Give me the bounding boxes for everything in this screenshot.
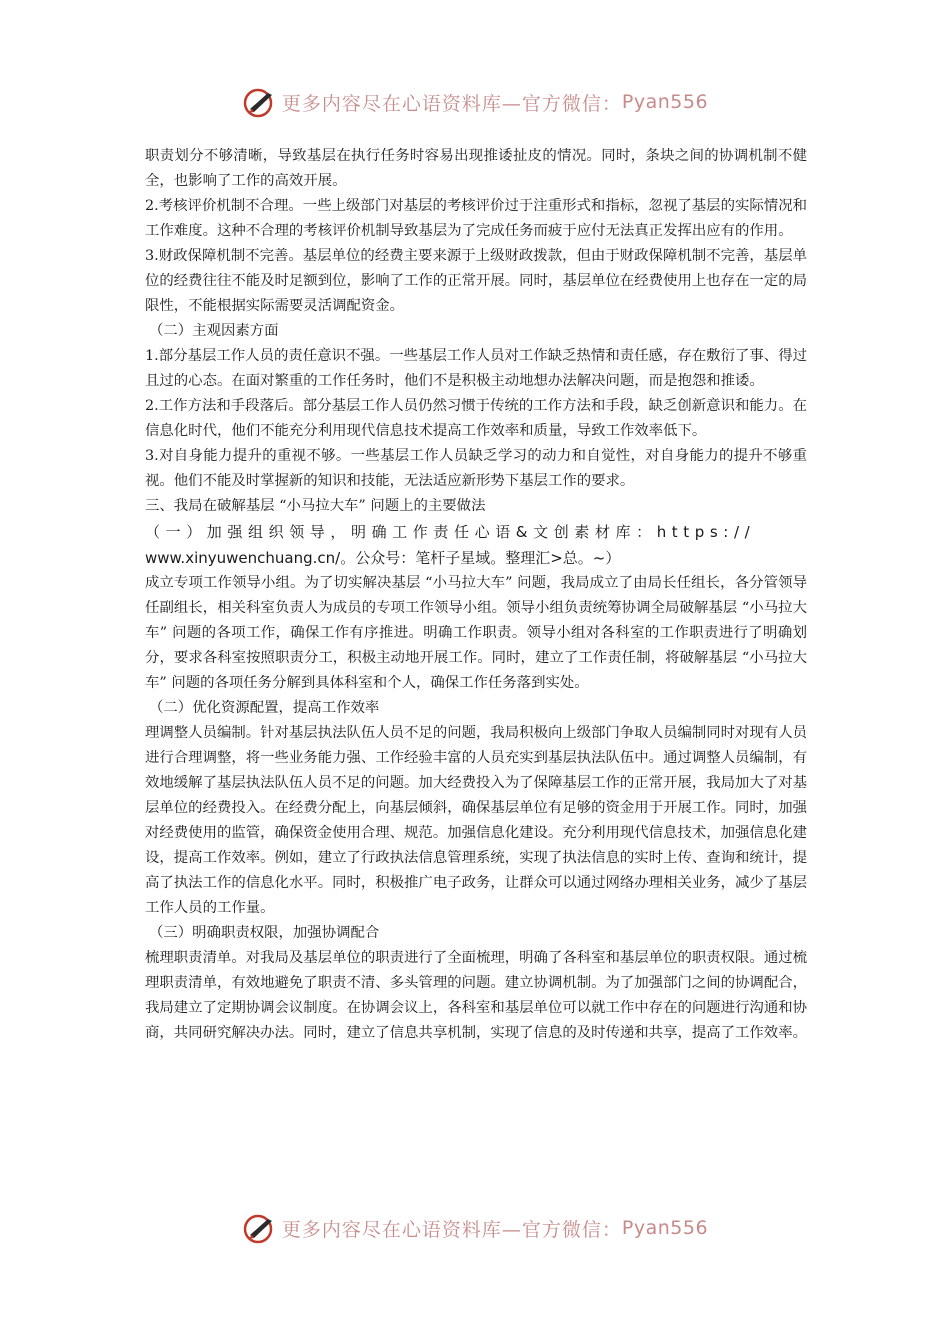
ad-line: www.xinyuwenchuang.cn/。公众号：笔杆子星域。整理汇>总。~） xyxy=(145,549,621,567)
pen-logo-icon xyxy=(242,1211,276,1245)
document-body xyxy=(145,144,807,1046)
header-watermark-banner xyxy=(0,82,950,122)
paragraph: 职责划分不够清晰，导致基层在执行任务时容易出现推诿扯皮的情况。同时，条块之间的协调机制不健全，也影响了工作的高效开展。 xyxy=(145,148,807,189)
banner-wechat-handle: Pyan556 xyxy=(621,91,709,113)
footer-watermark-banner xyxy=(0,1208,950,1248)
section-heading: 三、我局在破解基层 “小马拉大车” 问题上的主要做法 xyxy=(145,498,486,514)
paragraph: 梳理职责清单。对我局及基层单位的职责进行了全面梳理，明确了各科室和基层单位的职责权限。通过梳理职责清单，有效地避免了职责不清、多头管理的问题。建立协调机制。为了加强部门之间的协调配合，我局建立了定期协调会议制度。在协调会议上，各科室和基层单位可以就工作中存在的问题进行沟通和协商，共同研究解决办法。同时，建立了信息共享机制，实现了信息的及时传递和共享，提高了工作效率。 xyxy=(145,950,807,1041)
section-heading: （三）明确职责权限，加强协调配合 xyxy=(149,925,380,941)
banner-text: 更多内容尽在心语资料库—官方微信： xyxy=(281,1218,622,1241)
subsection-heading-with-ad: （一）加强组织领导，明确工作责任心语&文创素材库：https:// xyxy=(145,523,756,541)
paragraph: 3.财政保障机制不完善。基层单位的经费主要来源于上级财政拨款，但由于财政保障机制不完善，基层单位的经费往往不能及时足额到位，影响了工作的正常开展。同时，基层单位在经费使用上也存在一定的局限性，不能根据实际需要灵活调配资金。 xyxy=(145,248,807,314)
banner-wechat-handle: Pyan556 xyxy=(621,1217,709,1239)
paragraph: 2.工作方法和手段落后。部分基层工作人员仍然习惯于传统的工作方法和手段，缺乏创新意识和能力。在信息化时代，他们不能充分利用现代信息技术提高工作效率和质量，导致工作效率低下。 xyxy=(145,398,807,439)
paragraph: 理调整人员编制。针对基层执法队伍人员不足的问题，我局积极向上级部门争取人员编制同时对现有人员进行合理调整，将一些业务能力强、工作经验丰富的人员充实到基层执法队伍中。通过调整人员编制，有效地缓解了基层执法队伍人员不足的问题。加大经费投入为了保障基层工作的正常开展，我局加大了对基层单位的经费投入。在经费分配上，向基层倾斜，确保基层单位有足够的资金用于开展工作。同时，加强对经费使用的监管，确保资金使用合理、规范。加强信息化建设。充分利用现代信息技术，加强信息化建设，提高工作效率。例如，建立了行政执法信息管理系统，实现了执法信息的实时上传、查询和统计，提高了执法工作的信息化水平。同时，积极推广电子政务，让群众可以通过网络办理相关业务，减少了基层工作人员的工作量。 xyxy=(145,725,807,916)
paragraph: 2.考核评价机制不合理。一些上级部门对基层的考核评价过于注重形式和指标，忽视了基层的实际情况和工作难度。这种不合理的考核评价机制导致基层为了完成任务而疲于应付无法真正发挥出应有的作用。 xyxy=(145,198,807,239)
paragraph: 3.对自身能力提升的重视不够。一些基层工作人员缺乏学习的动力和自觉性，对自身能力的提升不够重视。他们不能及时掌握新的知识和技能，无法适应新形势下基层工作的要求。 xyxy=(145,448,807,489)
section-heading: （二）优化资源配置，提高工作效率 xyxy=(149,700,380,716)
banner-text: 更多内容尽在心语资料库—官方微信： xyxy=(281,92,622,115)
pen-logo-icon xyxy=(242,85,276,119)
section-heading: （二）主观因素方面 xyxy=(149,323,279,339)
paragraph: 成立专项工作领导小组。为了切实解决基层 “小马拉大车” 问题，我局成立了由局长任组长，各分管领导任副组长，相关科室负责人为成员的专项工作领导小组。领导小组负责统筹协调全局破解基层 “小马拉大车” 问题的各项工作，确保工作有序推进。明确工作职责。领导小组对各科室的工作职责进行了明确划分，要求各科室按照职责分工，积极主动地开展工作。同时，建立了工作责任制，将破解基层 “小马拉大车” 问题的各项任务分解到具体科室和个人，确保工作任务落到实处。 xyxy=(145,575,807,691)
paragraph: 1.部分基层工作人员的责任意识不强。一些基层工作人员对工作缺乏热情和责任感，存在敷衍了事、得过且过的心态。在面对繁重的工作任务时，他们不是积极主动地想办法解决问题，而是抱怨和推诿。 xyxy=(145,348,807,389)
